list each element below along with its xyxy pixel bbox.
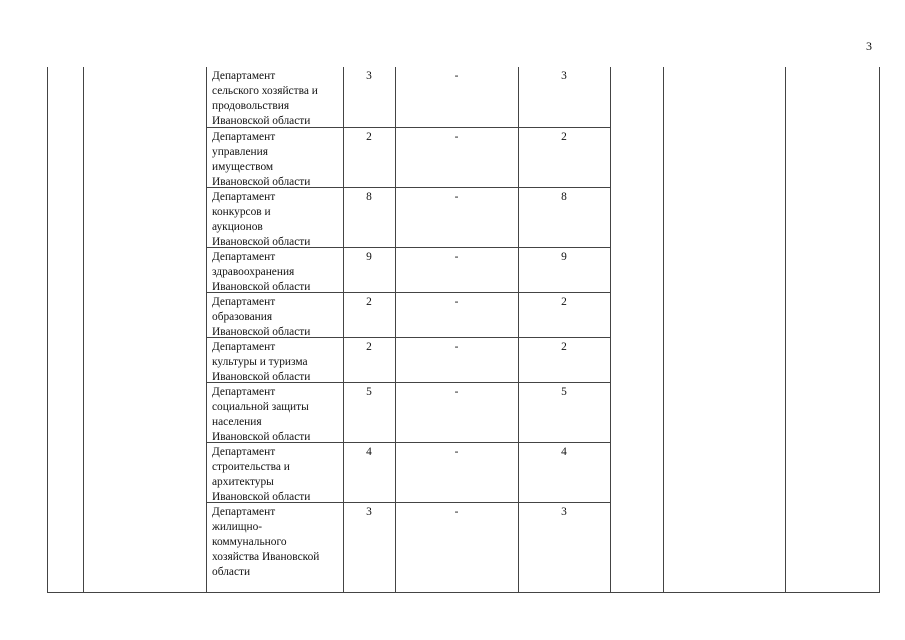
value-col1: 5 (366, 386, 372, 398)
value-col2: - (454, 341, 459, 353)
department-name: Департамент социальной защиты населения Ивановской области (212, 386, 311, 443)
value-col2: - (454, 70, 459, 82)
value-col1: 3 (366, 70, 372, 82)
value-col2: - (454, 446, 459, 458)
table-row (206, 293, 610, 338)
data-table (47, 67, 880, 593)
table-row (206, 383, 610, 443)
value-col1: 3 (366, 506, 372, 518)
value-col3: 3 (561, 506, 567, 518)
value-col2: - (454, 386, 459, 398)
value-col2: - (454, 191, 459, 203)
department-name: Департамент управления имуществом Ивановской области (212, 131, 311, 188)
value-col2: - (454, 296, 459, 308)
value-col1: 8 (366, 191, 372, 203)
value-col2: - (454, 131, 459, 143)
column-divider (610, 67, 611, 592)
table-row (206, 67, 610, 128)
value-col2: - (454, 251, 459, 263)
table-row (206, 443, 610, 503)
table-row (206, 503, 610, 592)
page-number: 3 (866, 39, 872, 53)
value-col2: - (454, 506, 459, 518)
table-row (206, 248, 610, 293)
department-name: Департамент образования Ивановской области (212, 296, 311, 338)
value-col3: 2 (561, 131, 567, 143)
column-divider (785, 67, 786, 592)
department-name: Департамент жилищно- коммунального хозяйства Ивановской области (212, 506, 320, 578)
department-name: Департамент конкурсов и аукционов Ивановской области (212, 191, 311, 248)
value-col1: 9 (366, 251, 372, 263)
table-row (206, 338, 610, 383)
value-col1: 2 (366, 341, 372, 353)
value-col3: 8 (561, 191, 567, 203)
column-divider (83, 67, 84, 592)
value-col3: 5 (561, 386, 567, 398)
department-name: Департамент здравоохранения Ивановской области (212, 251, 311, 293)
value-col1: 4 (366, 446, 372, 458)
value-col3: 2 (561, 341, 567, 353)
value-col3: 3 (561, 70, 567, 82)
table-body (206, 67, 610, 592)
value-col1: 2 (366, 131, 372, 143)
value-col1: 2 (366, 296, 372, 308)
column-divider (663, 67, 664, 592)
value-col3: 9 (561, 251, 567, 263)
table-row (206, 128, 610, 188)
department-name: Департамент сельского хозяйства и продовольствия Ивановской области (212, 70, 318, 127)
department-name: Департамент культуры и туризма Ивановской области (212, 341, 311, 383)
value-col3: 2 (561, 296, 567, 308)
value-col3: 4 (561, 446, 567, 458)
table-row (206, 188, 610, 248)
department-name: Департамент строительства и архитектуры Ивановской области (212, 446, 311, 503)
